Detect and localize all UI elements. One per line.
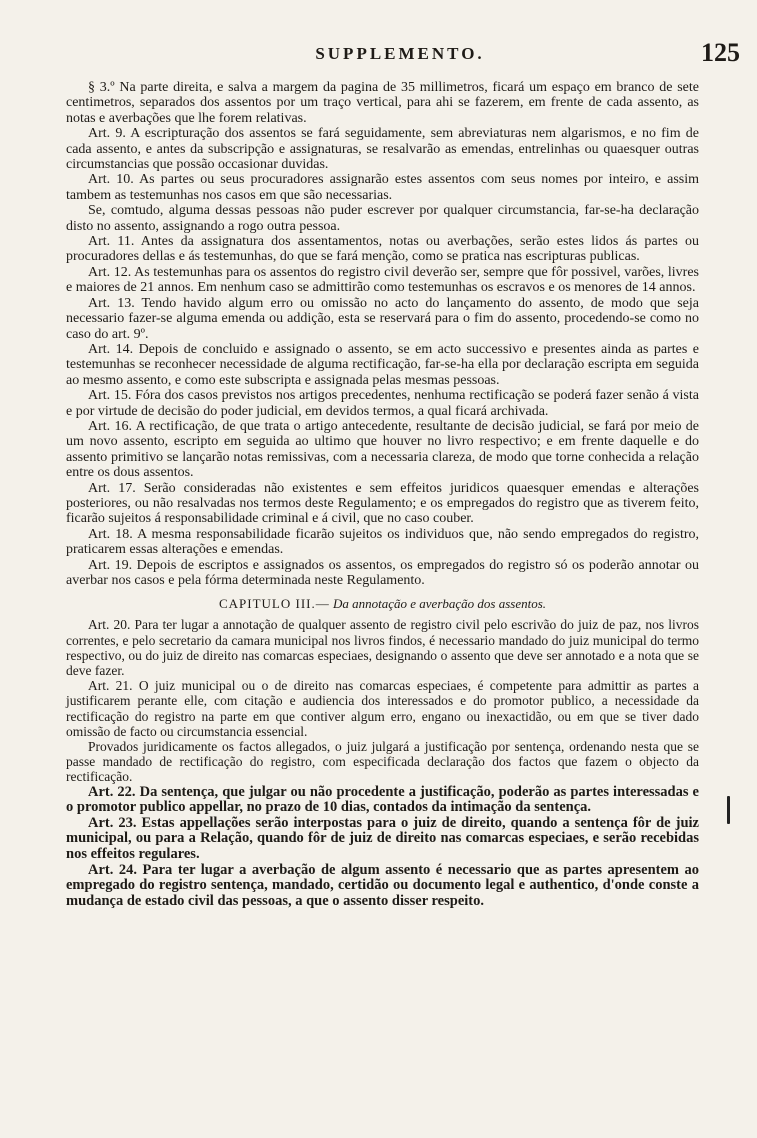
paragraph: Art. 15. Fóra dos casos previstos nos artigos precedentes, nenhuma rectificação se poderá fazer senão á vista e por virtude de decisão do poder judicial, em devidos termos, a qual ficará archivada.	[66, 388, 699, 419]
paragraph: Art. 20. Para ter lugar a annotação de qualquer assento de registro civil pelo escrivão do juiz de paz, nos livros correntes, e pelo secretario da camara municipal nos livros findos, é necessario mandado do juiz municipal do termo respectivo, ou do juiz de direito nas comarcas especiaes, designando o assento que deve ser annotado e a nota que se deve fazer.	[66, 617, 699, 679]
paragraph: Art. 23. Estas appellações serão interpostas para o juiz de direito, quando a sentença fôr de juiz municipal, ou para a Relação, quando fôr de juiz de direito nas comarcas especiaes, e serão recebidas nos effeitos regulares.	[66, 814, 699, 863]
paragraph: Art. 18. A mesma responsabilidade ficarão sujeitos os individuos que, não sendo empregados do registro, praticarem essas alterações e emendas.	[66, 526, 699, 558]
paragraph: Art. 14. Depois de concluido e assignado o assento, se em acto successivo e presentes ainda as partes e testemunhas se reconhecer necessidade de alguma rectificação, far-se-ha ella por declaração escripta em seguida ao mesmo assento, e como este subscripta e assignada pelas mesmas pessoas.	[66, 341, 699, 388]
paragraph: Art. 11. Antes da assignatura dos assentamentos, notas ou averbações, serão estes lidos ás partes ou procuradores dellas e ás testemunhas, do que se fará menção, como se pratica nas escripturas publicas.	[66, 234, 699, 265]
running-title: SUPPLEMENTO.	[315, 44, 485, 63]
page-body	[66, 80, 699, 909]
paragraph: Art. 12. As testemunhas para os assentos do registro civil deverão ser, sempre que fôr possivel, varões, livres e maiores de 21 annos. Em nenhum caso se admittirão como testemunhas os escravos e os menores de 14 annos.	[66, 264, 699, 296]
page-number: 125	[701, 38, 740, 67]
paragraph: Art. 24. Para ter lugar a averbação de algum assento é necessario que as partes apresentem ao empregado do registro sentença, mandado, certidão ou documento legal e authentico, d'onde conste a mudança de estado civil das pessoas, a que o assento disser respeito.	[66, 861, 699, 909]
paragraph: Se, comtudo, alguma dessas pessoas não puder escrever por qualquer circumstancia, far-se-ha declaração disto no assento, assignando a rogo outra pessoa.	[66, 203, 699, 234]
paragraph: Art. 9. A escripturação dos assentos se fará seguidamente, sem abreviaturas nem algarismos, e no fim de cada assento, e antes da subscripção e assignaturas, se resalvarão as emendas, entrelinhas ou quaesquer outras circumstancias que possão occasionar duvidas.	[66, 126, 699, 173]
paragraph: Art. 22. Da sentença, que julgar ou não procedente a justificação, poderão as partes interessadas e o promotor publico appellar, no prazo de 10 dias, contados da intimação da sentença.	[66, 783, 699, 816]
chapter-subtitle: Da annotação e averbação dos assentos.	[332, 596, 547, 612]
paragraph: Art. 10. As partes ou seus procuradores assignarão estes assentos com seus nomes por inteiro, e assim tambem as testemunhas nos casos em que são necessarias.	[66, 172, 699, 203]
margin-mark	[727, 796, 730, 824]
paragraph: Art. 16. A rectificação, de que trata o artigo antecedente, resultante de decisão judicial, se fará por meio de um novo assento, escripto em seguida ao ultimo que houver no livro respectivo; e em frente daquelle e do assento primitivo se lançarão notas remissivas, com a necessaria clareza, de modo que torne conhecida a relação entre os dous assentos.	[66, 418, 699, 481]
chapter-heading	[66, 596, 699, 611]
paragraph: Provados juridicamente os factos allegados, o juiz julgará a justificação por sentença, ordenando nesta que se passe mandado de rectificação do registro, com especificada declaração dos factos que fazem o objecto da rectificação.	[66, 739, 699, 785]
chapter-label: CAPITULO III.—	[218, 596, 330, 612]
paragraph: Art. 21. O juiz municipal ou o de direito nas comarcas especiaes, é competente para admittir as partes a justificarem perante elle, com citação e audiencia dos interessados e do promotor publico, a necessidade da rectificação do registro na parte em que contiver algum erro, engano ou inexactidão, ou em que se tiver dado omissão de facto ou circumstancia essencial.	[66, 678, 699, 739]
paragraph: § 3.º Na parte direita, e salva a margem da pagina de 35 millimetros, ficará um espaço em branco de sete centimetros, separados dos assentos por um traço vertical, para ahi se fazerem, em frente de cada assento, as notas e averbações que lhe forem relativas.	[66, 80, 699, 126]
paragraph: Art. 13. Tendo havido algum erro ou omissão no acto do lançamento do assento, de modo que seja necessario fazer-se alguma emenda ou addição, esta se reservará para o fim do assento, procedendo-se como no caso do art. 9º.	[66, 295, 699, 342]
paragraph: Art. 19. Depois de escriptos e assignados os assentos, os empregados do registro só os poderão annotar ou averbar nos casos e pela fórma determinada neste Regulamento.	[66, 557, 699, 588]
paragraph: Art. 17. Serão consideradas não existentes e sem effeitos juridicos quaesquer emendas e alterações posteriores, ou não resalvadas nos termos deste Regulamento; e os empregados do registro que as tiverem feito, ficarão sujeitos á responsabilidade criminal e á civil, que no caso couber.	[66, 480, 699, 527]
page-header	[60, 38, 740, 72]
